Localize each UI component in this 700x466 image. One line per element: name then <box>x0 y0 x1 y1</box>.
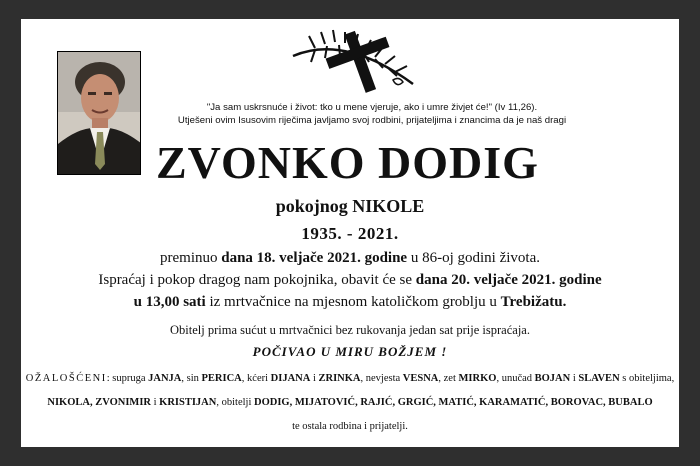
deceased-name: ZVONKO DODIG <box>156 137 539 188</box>
death-date: dana 18. veljače 2021. godine <box>221 250 408 266</box>
mourners-text: , zet <box>438 373 459 384</box>
mourner-name: MIRKO <box>458 373 497 384</box>
mourner-name: KRISTIJAN <box>159 397 217 408</box>
mourner-name: SLAVEN <box>578 373 620 384</box>
mourners-label: OŽALOŠĆENI <box>25 373 107 384</box>
condolence-note: Obitelj prima sućut u mrtvačnici bez rukovanja jedan sat prije ispraćaja. <box>170 323 530 337</box>
funeral-text: Ispraćaj i pokop dragog nam pokojnika, obavit će se <box>98 272 416 288</box>
funeral-line-1 <box>21 272 679 289</box>
death-line <box>21 250 679 267</box>
mourners-text: s obiteljima, <box>619 373 675 384</box>
funeral-time: u 13,00 sati <box>133 294 206 310</box>
mourner-name: BOJAN <box>534 373 571 384</box>
mourner-name: VESNA <box>402 373 439 384</box>
bible-quote <box>147 101 597 127</box>
portrait-photo <box>57 51 141 175</box>
mourners-line-1 <box>21 372 679 386</box>
quote-line-2: Utješeni ovim Isusovim riječima javljamo svoj rodbini, prijateljima i znancima da je naš dragi <box>177 115 567 126</box>
mourner-name: ZRINKA <box>318 373 361 384</box>
funeral-place-text: iz mrtvačnice na mjesnom katoličkom groblju u <box>205 294 501 310</box>
mourner-name: NIKOLA, ZVONIMIR <box>47 397 151 408</box>
life-years: 1935. - 2021. <box>301 224 399 243</box>
funeral-date: dana 20. veljače 2021. godine <box>415 272 602 288</box>
portrait-image <box>58 52 141 175</box>
mourners-text: , nevjesta <box>360 373 403 384</box>
funeral-line-2 <box>21 294 679 311</box>
death-prefix: preminuo <box>160 250 222 266</box>
family-names: DODIG, MIJATOVIĆ, RAJIĆ, GRGIĆ, MATIĆ, KARAMATIĆ, BOROVAC, BUBALO <box>253 397 653 408</box>
mourners-text: , sin <box>181 373 202 384</box>
mourners-text: , unučad <box>496 373 535 384</box>
mourners-text: , kćeri <box>241 373 271 384</box>
mourners-text: : supruga <box>106 373 149 384</box>
mourners-text: i <box>570 373 579 384</box>
quote-line-1: "Ja sam uskrsnuće i život: tko u mene vjeruje, ako i umre živjet će!" (Iv 11,26). <box>206 102 538 113</box>
mourners-text: i <box>310 373 319 384</box>
mourners-text: , obitelji <box>216 397 254 408</box>
death-suffix: u 86-oj godini života. <box>407 250 540 266</box>
mourner-name: PERICA <box>201 373 242 384</box>
rest-in-peace: POČIVAO U MIRU BOŽJEM ! <box>252 344 448 359</box>
cross-icon <box>285 26 425 94</box>
mourners-text: i <box>151 397 160 408</box>
mourner-name: JANJA <box>148 373 182 384</box>
funeral-place: Trebižatu. <box>500 294 567 310</box>
mourner-name: DIJANA <box>270 373 311 384</box>
father-name: pokojnog NIKOLE <box>275 196 425 216</box>
mourners-line-2 <box>21 396 679 410</box>
mourners-line-3: te ostala rodbina i prijatelji. <box>292 421 408 432</box>
